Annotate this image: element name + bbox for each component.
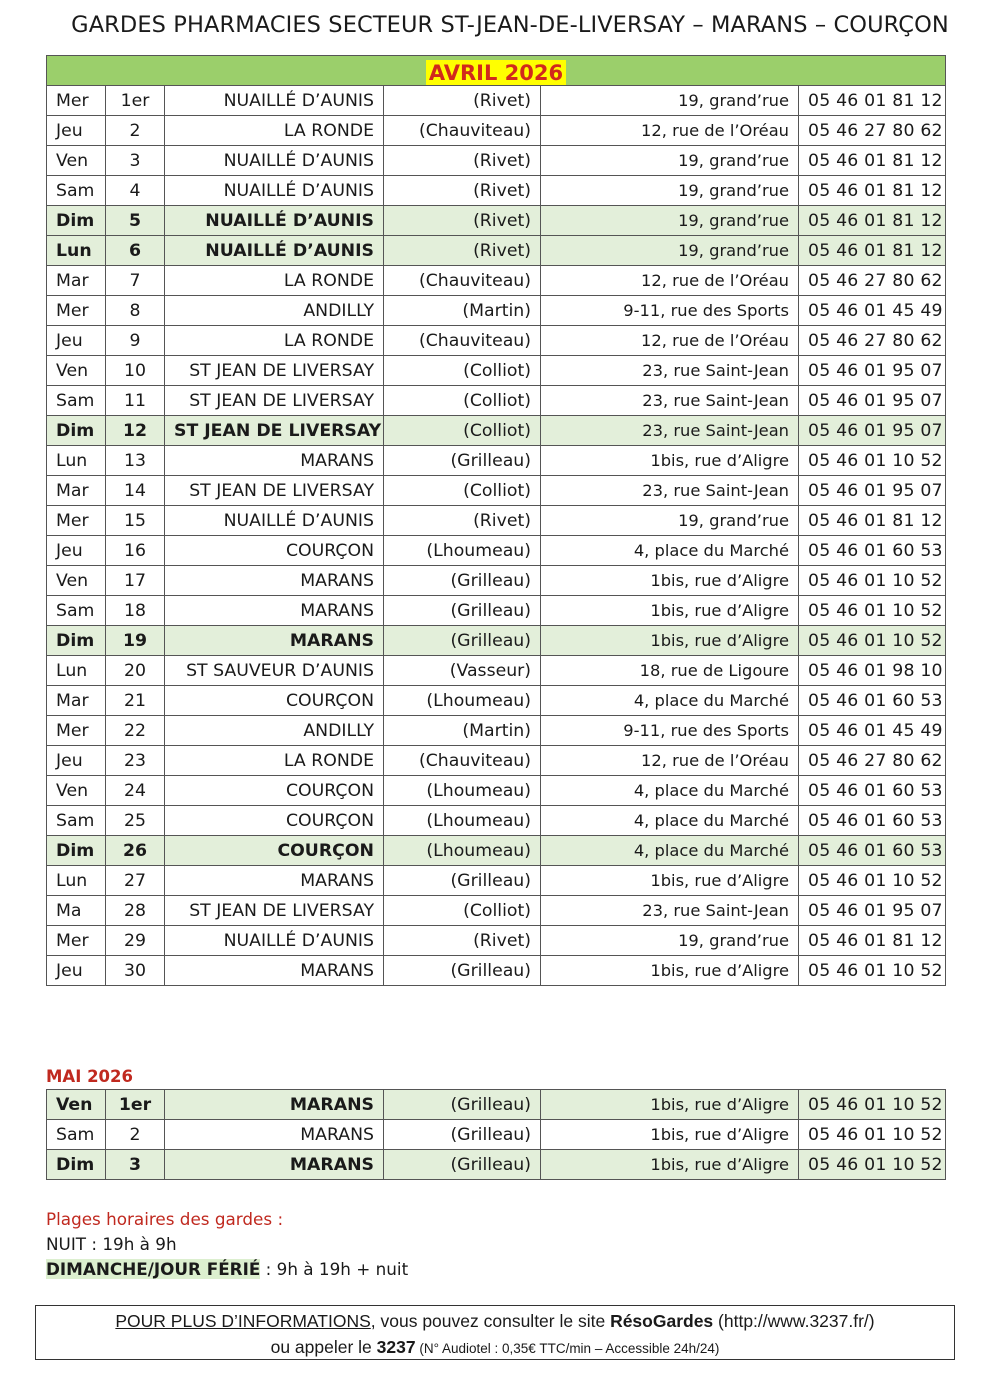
schedule-row [47, 926, 946, 956]
pharmacist-cell: (Vasseur) [384, 656, 541, 686]
pharmacist-cell: (Martin) [384, 716, 541, 746]
town-cell: MARANS [165, 1090, 384, 1120]
date-cell: 3 [106, 146, 165, 176]
day-cell: Ven [47, 566, 106, 596]
phone-cell: 05 46 01 10 52 [799, 1120, 946, 1150]
sunday-hours-line [46, 1257, 408, 1282]
may-heading: MAI 2026 [46, 1067, 133, 1086]
day-cell: Jeu [47, 956, 106, 986]
day-cell: Sam [47, 596, 106, 626]
phone-cell: 05 46 01 10 52 [799, 446, 946, 476]
pharmacist-cell: (Lhoumeau) [384, 776, 541, 806]
address-cell: 4, place du Marché [541, 776, 799, 806]
schedule-row [47, 896, 946, 926]
schedule-row [47, 506, 946, 536]
address-cell: 9-11, rue des Sports [541, 296, 799, 326]
day-cell: Sam [47, 176, 106, 206]
schedule-row [47, 326, 946, 356]
date-cell: 22 [106, 716, 165, 746]
day-cell: Mer [47, 926, 106, 956]
address-cell: 12, rue de l’Oréau [541, 326, 799, 356]
day-cell: Dim [47, 1150, 106, 1180]
address-cell: 23, rue Saint-Jean [541, 416, 799, 446]
schedule-row [47, 776, 946, 806]
address-cell: 1bis, rue d’Aligre [541, 1150, 799, 1180]
day-cell: Lun [47, 236, 106, 266]
day-cell: Mer [47, 716, 106, 746]
address-cell: 1bis, rue d’Aligre [541, 1090, 799, 1120]
info-line-1 [36, 1308, 954, 1334]
schedule-row [47, 866, 946, 896]
date-cell: 1er [106, 86, 165, 116]
notes-heading: Plages horaires des gardes : [46, 1209, 284, 1229]
phone-cell: 05 46 01 95 07 [799, 416, 946, 446]
date-cell: 7 [106, 266, 165, 296]
sunday-hours: : 9h à 19h + nuit [260, 1259, 409, 1279]
audiotel-fine-print: (N° Audiotel : 0,35€ TTC/min – Accessible 24h/24) [415, 1341, 720, 1356]
date-cell: 1er [106, 1090, 165, 1120]
day-cell: Lun [47, 656, 106, 686]
town-cell: NUAILLÉ D’AUNIS [165, 146, 384, 176]
phone-cell: 05 46 01 10 52 [799, 626, 946, 656]
town-cell: COURÇON [165, 836, 384, 866]
phone-cell: 05 46 01 45 49 [799, 716, 946, 746]
day-cell: Jeu [47, 536, 106, 566]
pharmacist-cell: (Rivet) [384, 176, 541, 206]
day-cell: Ma [47, 896, 106, 926]
address-cell: 1bis, rue d’Aligre [541, 956, 799, 986]
pharmacist-cell: (Lhoumeau) [384, 806, 541, 836]
day-cell: Mar [47, 266, 106, 296]
address-cell: 4, place du Marché [541, 806, 799, 836]
pharmacist-cell: (Grilleau) [384, 626, 541, 656]
day-cell: Mer [47, 86, 106, 116]
date-cell: 16 [106, 536, 165, 566]
town-cell: COURÇON [165, 806, 384, 836]
date-cell: 8 [106, 296, 165, 326]
address-cell: 1bis, rue d’Aligre [541, 566, 799, 596]
town-cell: ST JEAN DE LIVERSAY [165, 476, 384, 506]
address-cell: 23, rue Saint-Jean [541, 356, 799, 386]
day-cell: Ven [47, 1090, 106, 1120]
schedule-row [47, 446, 946, 476]
date-cell: 2 [106, 1120, 165, 1150]
town-cell: MARANS [165, 596, 384, 626]
pharmacist-cell: (Chauviteau) [384, 746, 541, 776]
phone-cell: 05 46 01 60 53 [799, 776, 946, 806]
schedule-row [47, 356, 946, 386]
schedule-row [47, 206, 946, 236]
address-cell: 12, rue de l’Oréau [541, 116, 799, 146]
date-cell: 17 [106, 566, 165, 596]
date-cell: 19 [106, 626, 165, 656]
document-title: GARDES PHARMACIES SECTEUR ST-JEAN-DE-LIVERSAY – MARANS – COURÇON [71, 12, 949, 38]
date-cell: 13 [106, 446, 165, 476]
opening-hours-notes [46, 1207, 408, 1282]
town-cell: ANDILLY [165, 716, 384, 746]
pharmacist-cell: (Rivet) [384, 236, 541, 266]
date-cell: 23 [106, 746, 165, 776]
pharmacist-cell: (Grilleau) [384, 566, 541, 596]
pharmacist-cell: (Martin) [384, 296, 541, 326]
site-name: RésoGardes [610, 1311, 714, 1331]
schedule-row [47, 836, 946, 866]
month-header-cell [47, 56, 946, 86]
day-cell: Mer [47, 296, 106, 326]
schedule-row [47, 86, 946, 116]
date-cell: 6 [106, 236, 165, 266]
schedule-row [47, 956, 946, 986]
address-cell: 4, place du Marché [541, 536, 799, 566]
address-cell: 19, grand’rue [541, 176, 799, 206]
address-cell: 23, rue Saint-Jean [541, 476, 799, 506]
phone-cell: 05 46 27 80 62 [799, 746, 946, 776]
pharmacist-cell: (Grilleau) [384, 1090, 541, 1120]
call-text: ou appeler le [270, 1337, 377, 1357]
date-cell: 14 [106, 476, 165, 506]
schedule-row [47, 626, 946, 656]
schedule-row [47, 296, 946, 326]
phone-cell: 05 46 01 81 12 [799, 176, 946, 206]
pharmacist-cell: (Grilleau) [384, 596, 541, 626]
phone-cell: 05 46 01 81 12 [799, 506, 946, 536]
night-hours: NUIT : 19h à 9h [46, 1234, 177, 1254]
day-cell: Dim [47, 626, 106, 656]
pharmacist-cell: (Rivet) [384, 86, 541, 116]
date-cell: 29 [106, 926, 165, 956]
phone-cell: 05 46 27 80 62 [799, 326, 946, 356]
date-cell: 20 [106, 656, 165, 686]
town-cell: ST JEAN DE LIVERSAY [165, 386, 384, 416]
phone-number-3237: 3237 [376, 1337, 416, 1357]
phone-cell: 05 46 01 60 53 [799, 536, 946, 566]
address-cell: 4, place du Marché [541, 836, 799, 866]
town-cell: LA RONDE [165, 266, 384, 296]
info-lead: POUR PLUS D’INFORMATIONS [115, 1311, 371, 1331]
day-cell: Mar [47, 476, 106, 506]
address-cell: 19, grand’rue [541, 206, 799, 236]
phone-cell: 05 46 27 80 62 [799, 266, 946, 296]
phone-cell: 05 46 01 95 07 [799, 476, 946, 506]
date-cell: 25 [106, 806, 165, 836]
april-schedule-table [46, 55, 946, 986]
address-cell: 19, grand’rue [541, 146, 799, 176]
phone-cell: 05 46 01 10 52 [799, 566, 946, 596]
day-cell: Lun [47, 446, 106, 476]
town-cell: LA RONDE [165, 116, 384, 146]
town-cell: MARANS [165, 626, 384, 656]
town-cell: NUAILLÉ D’AUNIS [165, 176, 384, 206]
day-cell: Mar [47, 686, 106, 716]
pharmacist-cell: (Lhoumeau) [384, 686, 541, 716]
day-cell: Sam [47, 1120, 106, 1150]
schedule-row [47, 266, 946, 296]
schedule-row [47, 1150, 946, 1180]
date-cell: 26 [106, 836, 165, 866]
address-cell: 1bis, rue d’Aligre [541, 866, 799, 896]
schedule-row [47, 1090, 946, 1120]
schedule-row [47, 176, 946, 206]
date-cell: 2 [106, 116, 165, 146]
pharmacist-cell: (Grilleau) [384, 1150, 541, 1180]
day-cell: Dim [47, 836, 106, 866]
date-cell: 9 [106, 326, 165, 356]
date-cell: 10 [106, 356, 165, 386]
town-cell: ST JEAN DE LIVERSAY [165, 896, 384, 926]
town-cell: NUAILLÉ D’AUNIS [165, 206, 384, 236]
town-cell: MARANS [165, 446, 384, 476]
schedule-row [47, 1120, 946, 1150]
phone-cell: 05 46 01 10 52 [799, 1150, 946, 1180]
day-cell: Dim [47, 206, 106, 236]
town-cell: ST JEAN DE LIVERSAY [165, 356, 384, 386]
address-cell: 1bis, rue d’Aligre [541, 596, 799, 626]
address-cell: 9-11, rue des Sports [541, 716, 799, 746]
address-cell: 19, grand’rue [541, 86, 799, 116]
info-text: , vous pouvez consulter le site [370, 1311, 611, 1331]
pharmacist-cell: (Grilleau) [384, 1120, 541, 1150]
day-cell: Mer [47, 506, 106, 536]
phone-cell: 05 46 01 98 10 [799, 656, 946, 686]
address-cell: 19, grand’rue [541, 236, 799, 266]
phone-cell: 05 46 01 81 12 [799, 206, 946, 236]
pharmacist-cell: (Chauviteau) [384, 116, 541, 146]
address-cell: 12, rue de l’Oréau [541, 266, 799, 296]
day-cell: Jeu [47, 326, 106, 356]
phone-cell: 05 46 01 95 07 [799, 386, 946, 416]
pharmacist-cell: (Rivet) [384, 146, 541, 176]
schedule-row [47, 596, 946, 626]
date-cell: 15 [106, 506, 165, 536]
pharmacist-cell: (Rivet) [384, 506, 541, 536]
schedule-row [47, 476, 946, 506]
phone-cell: 05 46 01 10 52 [799, 956, 946, 986]
info-line-2 [36, 1334, 954, 1362]
phone-cell: 05 46 01 10 52 [799, 596, 946, 626]
pharmacist-cell: (Colliot) [384, 356, 541, 386]
pharmacist-cell: (Lhoumeau) [384, 536, 541, 566]
schedule-row [47, 566, 946, 596]
address-cell: 1bis, rue d’Aligre [541, 1120, 799, 1150]
pharmacist-cell: (Rivet) [384, 926, 541, 956]
phone-cell: 05 46 27 80 62 [799, 116, 946, 146]
schedule-row [47, 746, 946, 776]
pharmacist-cell: (Colliot) [384, 896, 541, 926]
schedule-row [47, 236, 946, 266]
pharmacist-cell: (Grilleau) [384, 866, 541, 896]
pharmacist-cell: (Grilleau) [384, 956, 541, 986]
address-cell: 19, grand’rue [541, 926, 799, 956]
date-cell: 21 [106, 686, 165, 716]
town-cell: LA RONDE [165, 746, 384, 776]
phone-cell: 05 46 01 95 07 [799, 356, 946, 386]
town-cell: COURÇON [165, 776, 384, 806]
phone-cell: 05 46 01 81 12 [799, 86, 946, 116]
schedule-row [47, 146, 946, 176]
day-cell: Jeu [47, 746, 106, 776]
town-cell: NUAILLÉ D’AUNIS [165, 86, 384, 116]
day-cell: Dim [47, 416, 106, 446]
schedule-row [47, 686, 946, 716]
schedule-row [47, 116, 946, 146]
schedule-row [47, 416, 946, 446]
date-cell: 12 [106, 416, 165, 446]
month-header-row [47, 56, 946, 86]
may-schedule-table [46, 1089, 946, 1180]
town-cell: MARANS [165, 956, 384, 986]
pharmacist-cell: (Grilleau) [384, 446, 541, 476]
address-cell: 1bis, rue d’Aligre [541, 626, 799, 656]
day-cell: Ven [47, 776, 106, 806]
town-cell: MARANS [165, 566, 384, 596]
day-cell: Lun [47, 866, 106, 896]
day-cell: Sam [47, 806, 106, 836]
date-cell: 3 [106, 1150, 165, 1180]
phone-cell: 05 46 01 60 53 [799, 806, 946, 836]
schedule-row [47, 386, 946, 416]
address-cell: 18, rue de Ligoure [541, 656, 799, 686]
date-cell: 18 [106, 596, 165, 626]
town-cell: LA RONDE [165, 326, 384, 356]
address-cell: 4, place du Marché [541, 686, 799, 716]
address-cell: 19, grand’rue [541, 506, 799, 536]
phone-cell: 05 46 01 60 53 [799, 686, 946, 716]
day-cell: Sam [47, 386, 106, 416]
phone-cell: 05 46 01 45 49 [799, 296, 946, 326]
pharmacist-cell: (Lhoumeau) [384, 836, 541, 866]
pharmacist-cell: (Rivet) [384, 206, 541, 236]
phone-cell: 05 46 01 81 12 [799, 926, 946, 956]
town-cell: MARANS [165, 866, 384, 896]
town-cell: ST SAUVEUR D’AUNIS [165, 656, 384, 686]
day-cell: Jeu [47, 116, 106, 146]
phone-cell: 05 46 01 81 12 [799, 236, 946, 266]
pharmacist-cell: (Colliot) [384, 476, 541, 506]
town-cell: COURÇON [165, 536, 384, 566]
pharmacist-cell: (Chauviteau) [384, 326, 541, 356]
phone-cell: 05 46 01 10 52 [799, 1090, 946, 1120]
phone-cell: 05 46 01 10 52 [799, 866, 946, 896]
date-cell: 24 [106, 776, 165, 806]
address-cell: 23, rue Saint-Jean [541, 896, 799, 926]
schedule-row [47, 806, 946, 836]
town-cell: MARANS [165, 1150, 384, 1180]
town-cell: ANDILLY [165, 296, 384, 326]
schedule-row [47, 716, 946, 746]
pharmacist-cell: (Colliot) [384, 386, 541, 416]
address-cell: 1bis, rue d’Aligre [541, 446, 799, 476]
town-cell: NUAILLÉ D’AUNIS [165, 926, 384, 956]
site-url[interactable]: (http://www.3237.fr/) [713, 1311, 875, 1331]
date-cell: 4 [106, 176, 165, 206]
phone-cell: 05 46 01 95 07 [799, 896, 946, 926]
town-cell: COURÇON [165, 686, 384, 716]
pharmacist-cell: (Colliot) [384, 416, 541, 446]
town-cell: ST JEAN DE LIVERSAY [165, 416, 384, 446]
phone-cell: 05 46 01 60 53 [799, 836, 946, 866]
month-label: AVRIL 2026 [426, 60, 566, 86]
day-cell: Ven [47, 146, 106, 176]
date-cell: 11 [106, 386, 165, 416]
address-cell: 12, rue de l’Oréau [541, 746, 799, 776]
date-cell: 27 [106, 866, 165, 896]
phone-cell: 05 46 01 81 12 [799, 146, 946, 176]
date-cell: 5 [106, 206, 165, 236]
day-cell: Ven [47, 356, 106, 386]
date-cell: 28 [106, 896, 165, 926]
address-cell: 23, rue Saint-Jean [541, 386, 799, 416]
date-cell: 30 [106, 956, 165, 986]
town-cell: NUAILLÉ D’AUNIS [165, 506, 384, 536]
town-cell: NUAILLÉ D’AUNIS [165, 236, 384, 266]
town-cell: MARANS [165, 1120, 384, 1150]
info-box [35, 1305, 955, 1360]
schedule-row [47, 656, 946, 686]
pharmacist-cell: (Chauviteau) [384, 266, 541, 296]
schedule-row [47, 536, 946, 566]
sunday-holiday-label: DIMANCHE/JOUR FÉRIÉ [46, 1259, 261, 1279]
